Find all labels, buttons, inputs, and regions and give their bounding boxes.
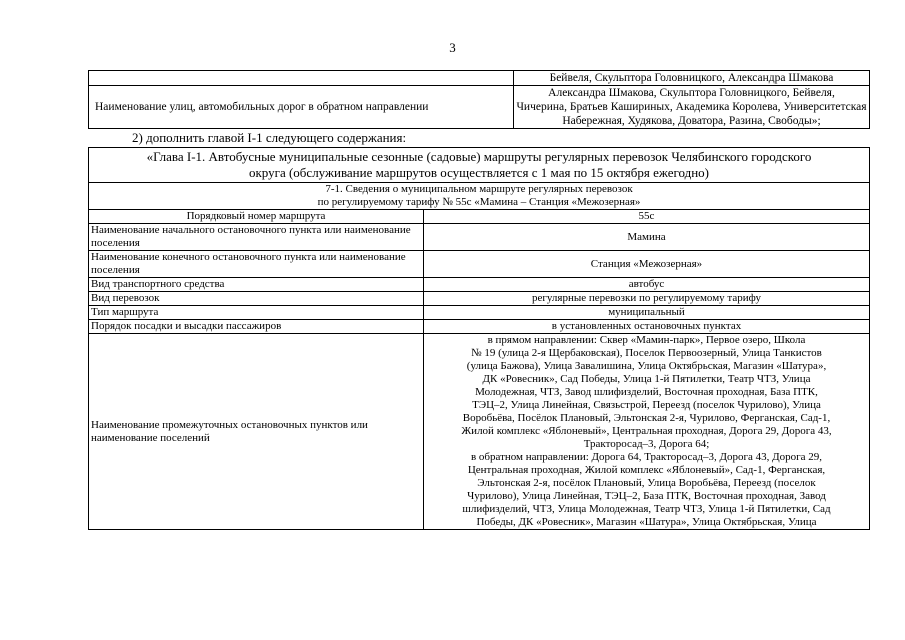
cell-label: Наименование улиц, автомобильных дорог в обратном направлении: [95, 101, 429, 113]
table-row: [89, 86, 870, 129]
stops-line: (улица Бажова), Улица Завалишина, Улица Октябрьская, Магазин «Шатура»,: [466, 360, 827, 372]
row-label: Вид транспортного средства: [89, 278, 424, 292]
row-value: Мамина: [424, 224, 870, 251]
table-cell: [514, 86, 870, 129]
row-label: Тип маршрута: [89, 306, 424, 320]
stops-line: Тракторосад–3, Дорога 64;: [583, 438, 710, 450]
table-row: [89, 148, 870, 183]
row-label: Наименование промежуточных остановочных пунктов или наименование поселений: [89, 334, 424, 530]
row-value: 55с: [424, 210, 870, 224]
stops-line: ТЭЦ–2, Улица Линейная, Связьстрой, Переезд (поселок Чурилово), Улица: [472, 399, 821, 411]
stops-line: в обратном направлении: Дорога 64, Тракторосад–3, Дорога 43, Дорога 29,: [470, 451, 823, 463]
row-label: Порядковый номер маршрута: [89, 210, 424, 224]
table-row: [89, 278, 870, 292]
row-label: Наименование начального остановочного пункта или наименование поселения: [89, 224, 424, 251]
row-label: Порядок посадки и высадки пассажиров: [89, 320, 424, 334]
stops-line: Жилой комплекс «Яблоневый», Центральная проходная, Дорога 29, Дорога 43,: [461, 425, 832, 437]
table-row: [89, 71, 870, 86]
table-row: [89, 292, 870, 306]
stops-line: Центральная проходная, Жилой комплекс «Яблоневый», Сад-1, Ферганская,: [467, 464, 826, 476]
top-table: [88, 70, 870, 129]
section-title-line: по регулируемому тарифу № 55с «Мамина – Станция «Межозерная»: [317, 196, 641, 208]
cell-line: Набережная, Худякова, Доватора, Разина, Свободы»;: [562, 115, 821, 127]
stops-line: ДК «Ровесник», Сад Победы, Улица 1-й Пятилетки, Театр ЧТЗ, Улица: [482, 373, 811, 385]
row-value: Станция «Межозерная»: [424, 251, 870, 278]
stops-line: в прямом направлении: Сквер «Мамин-парк», Первое озеро, Школа: [487, 334, 806, 346]
row-value: муниципальный: [424, 306, 870, 320]
table-cell: [514, 71, 870, 86]
stops-line: № 19 (улица 2-я Щербаковская), Поселок Первоозерный, Улица Танкистов: [471, 347, 822, 359]
table-row: [89, 210, 870, 224]
stops-value: [424, 334, 870, 530]
row-label: Наименование конечного остановочного пункта или наименование поселения: [89, 251, 424, 278]
section-title: [89, 183, 870, 210]
page-number: 3: [449, 40, 456, 55]
table-cell: [89, 71, 514, 86]
row-value: автобус: [424, 278, 870, 292]
table-row: [89, 251, 870, 278]
stops-line: Молодежная, ЧТЗ, Завод шлифизделий, Восточная проходная, База ПТК,: [475, 386, 818, 398]
chapter-title-line: округа (обслуживание маршрутов осуществляется с 1 мая по 15 октября ежегодно): [248, 165, 710, 180]
cell-text: Бейвеля, Скульптора Головницкого, Александра Шмакова: [549, 72, 834, 84]
row-value: регулярные перевозки по регулируемому тарифу: [424, 292, 870, 306]
cell-line: Чичерина, Братьев Кашириных, Академика Королева, Университетская: [516, 101, 867, 113]
intro-text: 2) дополнить главой I-1 следующего содержания:: [132, 130, 407, 145]
table-row: [89, 334, 870, 530]
route-table: [88, 147, 870, 530]
chapter-title: [89, 148, 870, 183]
section-title-line: 7-1. Сведения о муниципальном маршруте регулярных перевозок: [325, 183, 633, 195]
row-label: Вид перевозок: [89, 292, 424, 306]
row-value: в установленных остановочных пунктах: [424, 320, 870, 334]
stops-line: Эльтонская 2-я, посёлок Плановый, Улица Воробьёва, Переезд (поселок: [477, 477, 816, 489]
chapter-title-line: «Глава I-1. Автобусные муниципальные сезонные (садовые) маршруты регулярных перевозок Челябинского городского: [146, 149, 812, 164]
stops-line: Воробьёва, Посёлок Плановый, Эльтонская 2-я, Чурилово, Ферганская, Сад-1,: [462, 412, 831, 424]
table-row: [89, 183, 870, 210]
stops-line: Победы, ДК «Ровесник», Магазин «Шатура», Улица Октябрьская, Улица: [476, 516, 817, 528]
table-row: [89, 224, 870, 251]
stops-line: шлифизделий, ЧТЗ, Улица Молодежная, Театр ЧТЗ, Улица 1-й Пятилетки, Сад: [462, 503, 831, 515]
table-row: [89, 306, 870, 320]
table-row: [89, 320, 870, 334]
stops-line: Чурилово), Улица Линейная, ТЭЦ–2, База ПТК, Восточная проходная, Завод: [467, 490, 826, 502]
cell-line: Александра Шмакова, Скульптора Головницкого, Бейвеля,: [548, 87, 835, 99]
table-cell: [89, 86, 514, 129]
